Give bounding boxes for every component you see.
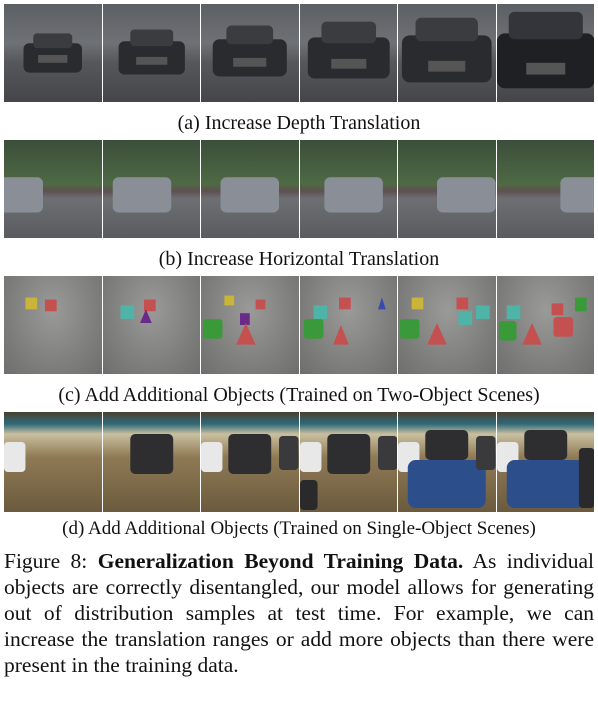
car-illustration: [398, 4, 496, 102]
sample-image: [201, 4, 299, 102]
sample-image: [300, 4, 398, 102]
objects-illustration: [300, 276, 398, 374]
sample-image: [497, 140, 595, 238]
car-illustration: [4, 412, 102, 512]
car-illustration: [201, 412, 299, 512]
subfigure-caption: (d) Add Additional Objects (Trained on Single-Object Scenes): [62, 518, 536, 539]
sample-image: [201, 276, 299, 374]
sample-image: [4, 276, 102, 374]
objects-illustration: [398, 276, 496, 374]
subfigure-caption: (c) Add Additional Objects (Trained on Two-Object Scenes): [58, 384, 540, 406]
subfigure-caption: (b) Increase Horizontal Translation: [158, 248, 440, 270]
sample-image: [497, 276, 595, 374]
car-illustration: [103, 140, 201, 238]
image-strip-additional-objects-clevr: [4, 276, 594, 374]
car-illustration: [300, 140, 398, 238]
car-illustration: [497, 4, 595, 102]
car-illustration: [103, 4, 201, 102]
sample-image: [4, 4, 102, 102]
sample-image: [398, 276, 496, 374]
car-illustration: [398, 412, 496, 512]
car-illustration: [497, 412, 595, 512]
figure-caption: [4, 548, 594, 678]
sample-image: [201, 140, 299, 238]
car-illustration: [103, 412, 201, 512]
sample-image: [398, 140, 496, 238]
sample-image: [398, 412, 496, 512]
sample-image: [201, 412, 299, 512]
sample-image: [4, 412, 102, 512]
figure-label: Figure 8:: [4, 549, 98, 573]
figure-title: Generalization Beyond Training Data.: [97, 549, 464, 573]
car-illustration: [300, 412, 398, 512]
figure-body: As individual objects are correctly disentangled, our model allows for generating out of distribution samples at test time. For example, we can increase the translation ranges or add more objects than there were present in the training data.: [4, 549, 594, 677]
image-strip-depth-translation: [4, 4, 594, 102]
sample-image: [398, 4, 496, 102]
sample-image: [497, 412, 595, 512]
sample-image: [497, 4, 595, 102]
sample-image: [300, 412, 398, 512]
car-illustration: [497, 140, 595, 238]
image-strip-additional-objects-cars: [4, 412, 594, 512]
objects-illustration: [4, 276, 102, 374]
car-illustration: [398, 140, 496, 238]
subfigure-caption: (a) Increase Depth Translation: [177, 112, 421, 134]
sample-image: [300, 276, 398, 374]
objects-illustration: [497, 276, 595, 374]
sample-image: [103, 412, 201, 512]
car-illustration: [201, 140, 299, 238]
objects-illustration: [103, 276, 201, 374]
objects-illustration: [201, 276, 299, 374]
sample-image: [4, 140, 102, 238]
car-illustration: [201, 4, 299, 102]
sample-image: [103, 140, 201, 238]
car-illustration: [300, 4, 398, 102]
car-illustration: [4, 4, 102, 102]
car-illustration: [4, 140, 102, 238]
sample-image: [300, 140, 398, 238]
sample-image: [103, 276, 201, 374]
sample-image: [103, 4, 201, 102]
image-strip-horizontal-translation: [4, 140, 594, 238]
